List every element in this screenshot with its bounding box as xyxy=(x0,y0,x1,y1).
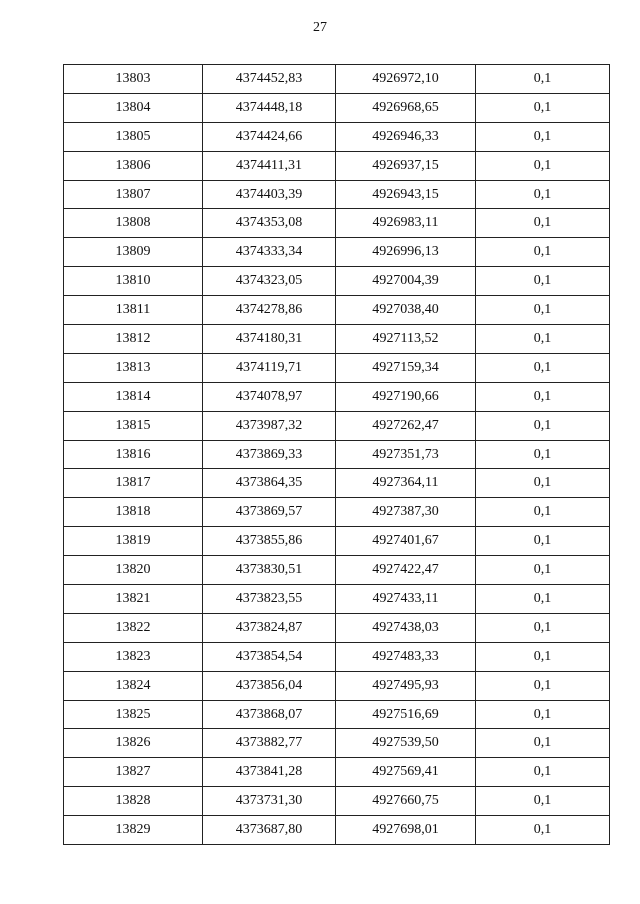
x-coordinate-cell: 4374448,18 xyxy=(203,93,336,122)
table-row xyxy=(64,296,610,325)
y-coordinate-cell: 4927262,47 xyxy=(336,411,476,440)
x-coordinate-cell: 4374424,66 xyxy=(203,122,336,151)
table-row xyxy=(64,729,610,758)
x-coordinate-cell: 4374119,71 xyxy=(203,353,336,382)
y-coordinate-cell: 4927539,50 xyxy=(336,729,476,758)
point-number-cell: 13807 xyxy=(64,180,203,209)
y-coordinate-cell: 4926996,13 xyxy=(336,238,476,267)
accuracy-cell: 0,1 xyxy=(476,382,610,411)
x-coordinate-cell: 4373855,86 xyxy=(203,527,336,556)
y-coordinate-cell: 4926946,33 xyxy=(336,122,476,151)
y-coordinate-cell: 4927495,93 xyxy=(336,671,476,700)
point-number-cell: 13827 xyxy=(64,758,203,787)
y-coordinate-cell: 4926943,15 xyxy=(336,180,476,209)
table-row xyxy=(64,816,610,845)
y-coordinate-cell: 4926983,11 xyxy=(336,209,476,238)
accuracy-cell: 0,1 xyxy=(476,700,610,729)
accuracy-cell: 0,1 xyxy=(476,585,610,614)
y-coordinate-cell: 4927387,30 xyxy=(336,498,476,527)
x-coordinate-cell: 4373856,04 xyxy=(203,671,336,700)
point-number-cell: 13824 xyxy=(64,671,203,700)
table-row xyxy=(64,642,610,671)
table-row xyxy=(64,585,610,614)
table-row xyxy=(64,411,610,440)
table-row xyxy=(64,469,610,498)
point-number-cell: 13811 xyxy=(64,296,203,325)
x-coordinate-cell: 4373841,28 xyxy=(203,758,336,787)
point-number-cell: 13818 xyxy=(64,498,203,527)
table-row xyxy=(64,440,610,469)
accuracy-cell: 0,1 xyxy=(476,93,610,122)
x-coordinate-cell: 4373824,87 xyxy=(203,613,336,642)
point-number-cell: 13804 xyxy=(64,93,203,122)
point-number-cell: 13816 xyxy=(64,440,203,469)
x-coordinate-cell: 4373987,32 xyxy=(203,411,336,440)
x-coordinate-cell: 4373830,51 xyxy=(203,556,336,585)
x-coordinate-cell: 4374323,05 xyxy=(203,267,336,296)
y-coordinate-cell: 4927433,11 xyxy=(336,585,476,614)
y-coordinate-cell: 4927516,69 xyxy=(336,700,476,729)
table-row xyxy=(64,267,610,296)
x-coordinate-cell: 4373882,77 xyxy=(203,729,336,758)
y-coordinate-cell: 4927698,01 xyxy=(336,816,476,845)
accuracy-cell: 0,1 xyxy=(476,122,610,151)
accuracy-cell: 0,1 xyxy=(476,498,610,527)
accuracy-cell: 0,1 xyxy=(476,180,610,209)
y-coordinate-cell: 4927190,66 xyxy=(336,382,476,411)
table-row xyxy=(64,238,610,267)
y-coordinate-cell: 4927159,34 xyxy=(336,353,476,382)
x-coordinate-cell: 4373868,07 xyxy=(203,700,336,729)
accuracy-cell: 0,1 xyxy=(476,440,610,469)
x-coordinate-cell: 4373869,33 xyxy=(203,440,336,469)
point-number-cell: 13826 xyxy=(64,729,203,758)
x-coordinate-cell: 4373823,55 xyxy=(203,585,336,614)
accuracy-cell: 0,1 xyxy=(476,613,610,642)
table-row xyxy=(64,613,610,642)
table-row xyxy=(64,382,610,411)
y-coordinate-cell: 4927038,40 xyxy=(336,296,476,325)
point-number-cell: 13823 xyxy=(64,642,203,671)
x-coordinate-cell: 4374180,31 xyxy=(203,325,336,354)
y-coordinate-cell: 4926937,15 xyxy=(336,151,476,180)
accuracy-cell: 0,1 xyxy=(476,238,610,267)
point-number-cell: 13812 xyxy=(64,325,203,354)
table-row xyxy=(64,787,610,816)
accuracy-cell: 0,1 xyxy=(476,671,610,700)
accuracy-cell: 0,1 xyxy=(476,556,610,585)
accuracy-cell: 0,1 xyxy=(476,816,610,845)
point-number-cell: 13808 xyxy=(64,209,203,238)
coordinates-table xyxy=(63,64,610,845)
x-coordinate-cell: 4373869,57 xyxy=(203,498,336,527)
page-number: 27 xyxy=(313,20,327,35)
point-number-cell: 13803 xyxy=(64,65,203,94)
table-row xyxy=(64,556,610,585)
table-row xyxy=(64,671,610,700)
x-coordinate-cell: 4373864,35 xyxy=(203,469,336,498)
point-number-cell: 13815 xyxy=(64,411,203,440)
x-coordinate-cell: 4373731,30 xyxy=(203,787,336,816)
accuracy-cell: 0,1 xyxy=(476,209,610,238)
table-row xyxy=(64,93,610,122)
accuracy-cell: 0,1 xyxy=(476,642,610,671)
point-number-cell: 13805 xyxy=(64,122,203,151)
accuracy-cell: 0,1 xyxy=(476,787,610,816)
x-coordinate-cell: 4374452,83 xyxy=(203,65,336,94)
accuracy-cell: 0,1 xyxy=(476,267,610,296)
x-coordinate-cell: 4374333,34 xyxy=(203,238,336,267)
x-coordinate-cell: 4373854,54 xyxy=(203,642,336,671)
y-coordinate-cell: 4927569,41 xyxy=(336,758,476,787)
x-coordinate-cell: 4374411,31 xyxy=(203,151,336,180)
accuracy-cell: 0,1 xyxy=(476,469,610,498)
point-number-cell: 13814 xyxy=(64,382,203,411)
table-row xyxy=(64,209,610,238)
table-row xyxy=(64,700,610,729)
y-coordinate-cell: 4927364,11 xyxy=(336,469,476,498)
accuracy-cell: 0,1 xyxy=(476,65,610,94)
accuracy-cell: 0,1 xyxy=(476,296,610,325)
table-row xyxy=(64,498,610,527)
point-number-cell: 13806 xyxy=(64,151,203,180)
point-number-cell: 13821 xyxy=(64,585,203,614)
table-row xyxy=(64,758,610,787)
y-coordinate-cell: 4927351,73 xyxy=(336,440,476,469)
x-coordinate-cell: 4374278,86 xyxy=(203,296,336,325)
coordinates-table-body xyxy=(64,65,610,845)
x-coordinate-cell: 4374353,08 xyxy=(203,209,336,238)
point-number-cell: 13820 xyxy=(64,556,203,585)
x-coordinate-cell: 4374403,39 xyxy=(203,180,336,209)
y-coordinate-cell: 4927438,03 xyxy=(336,613,476,642)
x-coordinate-cell: 4374078,97 xyxy=(203,382,336,411)
point-number-cell: 13829 xyxy=(64,816,203,845)
table-row xyxy=(64,527,610,556)
table-row xyxy=(64,65,610,94)
point-number-cell: 13809 xyxy=(64,238,203,267)
point-number-cell: 13828 xyxy=(64,787,203,816)
point-number-cell: 13813 xyxy=(64,353,203,382)
y-coordinate-cell: 4927422,47 xyxy=(336,556,476,585)
table-row xyxy=(64,325,610,354)
table-row xyxy=(64,180,610,209)
y-coordinate-cell: 4926968,65 xyxy=(336,93,476,122)
point-number-cell: 13810 xyxy=(64,267,203,296)
point-number-cell: 13825 xyxy=(64,700,203,729)
point-number-cell: 13819 xyxy=(64,527,203,556)
point-number-cell: 13817 xyxy=(64,469,203,498)
x-coordinate-cell: 4373687,80 xyxy=(203,816,336,845)
y-coordinate-cell: 4927004,39 xyxy=(336,267,476,296)
accuracy-cell: 0,1 xyxy=(476,411,610,440)
table-row xyxy=(64,122,610,151)
accuracy-cell: 0,1 xyxy=(476,353,610,382)
y-coordinate-cell: 4927401,67 xyxy=(336,527,476,556)
accuracy-cell: 0,1 xyxy=(476,758,610,787)
accuracy-cell: 0,1 xyxy=(476,527,610,556)
point-number-cell: 13822 xyxy=(64,613,203,642)
y-coordinate-cell: 4927483,33 xyxy=(336,642,476,671)
table-row xyxy=(64,353,610,382)
table-row xyxy=(64,151,610,180)
y-coordinate-cell: 4927660,75 xyxy=(336,787,476,816)
y-coordinate-cell: 4926972,10 xyxy=(336,65,476,94)
accuracy-cell: 0,1 xyxy=(476,151,610,180)
accuracy-cell: 0,1 xyxy=(476,325,610,354)
accuracy-cell: 0,1 xyxy=(476,729,610,758)
y-coordinate-cell: 4927113,52 xyxy=(336,325,476,354)
